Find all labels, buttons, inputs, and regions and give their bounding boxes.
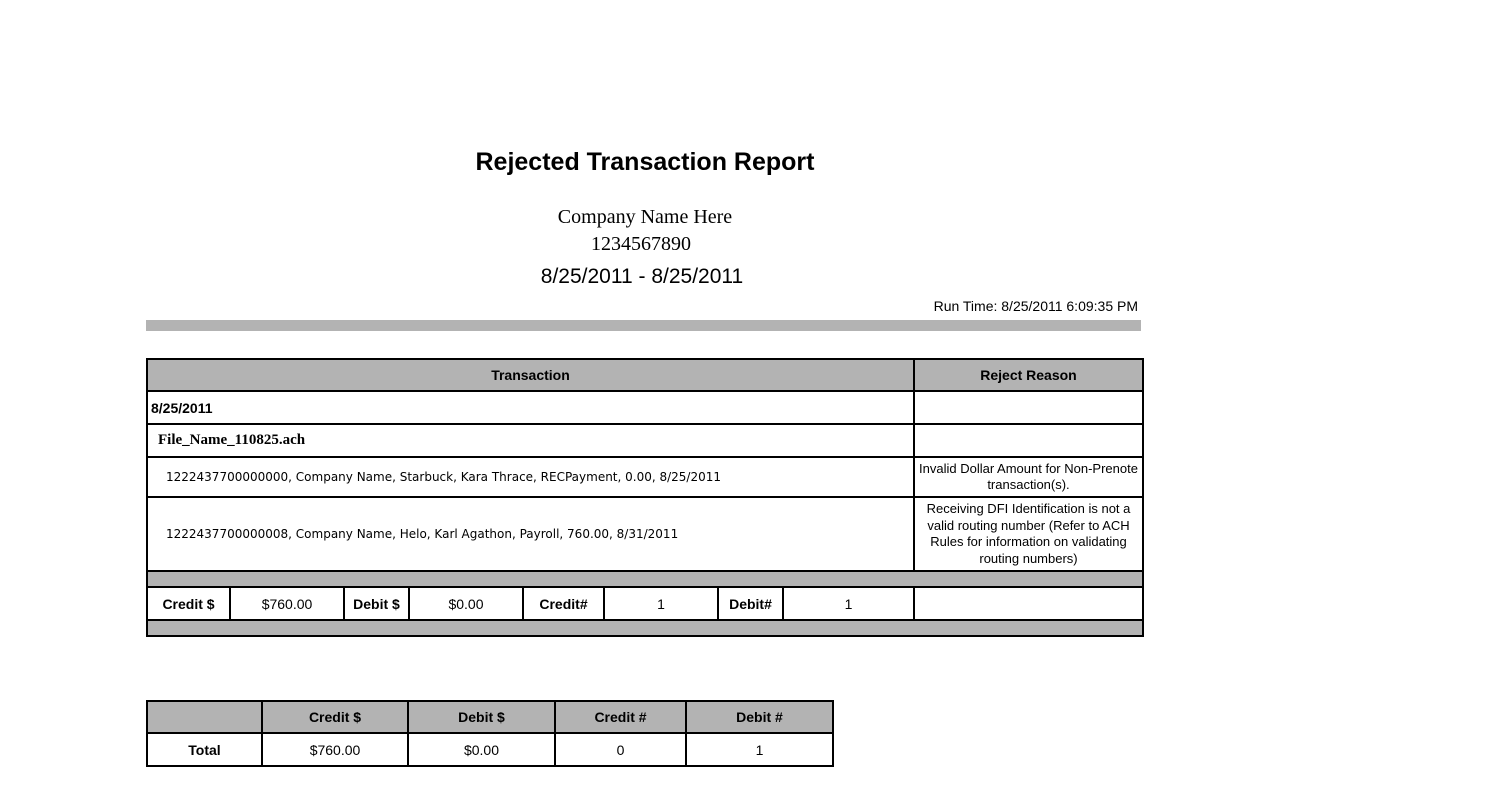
reject-reason-header: Reject Reason: [914, 359, 1143, 391]
debit-count-label: Debit#: [718, 588, 783, 619]
credit-count-value: 1: [604, 588, 718, 619]
date-range: 8/25/2011 - 8/25/2011: [540, 265, 744, 288]
file-name: File_Name_110825.ach: [147, 424, 914, 457]
subtotal-row: [147, 587, 1143, 620]
company-name: Company Name Here: [557, 206, 733, 228]
summary-total-row: [147, 733, 833, 766]
summary-table: [146, 700, 834, 767]
total-debit: $0.00: [408, 733, 555, 766]
table-row: [147, 497, 1143, 571]
summary-header-row: [147, 701, 833, 733]
total-credit: $760.00: [262, 733, 408, 766]
total-label: Total: [147, 733, 262, 766]
debit-count-value: 1: [844, 595, 853, 612]
summary-header-credit: Credit $: [262, 701, 408, 733]
rejected-transactions-table: [146, 358, 1144, 637]
debit-amount-label: Debit $: [344, 588, 409, 619]
date-row: [147, 391, 1143, 424]
summary-header-credit-count: Credit #: [555, 701, 686, 733]
summary-header-debit: Debit $: [408, 701, 555, 733]
header-divider: [146, 320, 1141, 331]
credit-amount-value: $760.00: [230, 588, 344, 619]
batch-date: 8/25/2011: [147, 391, 914, 424]
transaction-detail: 1222437700000008, Company Name, Helo, Karl Agathon, Payroll, 760.00, 8/31/2011: [147, 497, 914, 571]
total-debit-count: 1: [686, 733, 833, 766]
separator-row: [147, 620, 1143, 636]
table-row: [147, 457, 1143, 497]
separator-bar: [147, 571, 1143, 587]
reject-reason: Receiving DFI Identification is not a valid routing number (Refer to ACH Rules for information on validating routing numbers): [914, 497, 1143, 571]
run-time: Run Time: 8/25/2011 6:09:35 PM: [933, 298, 1138, 314]
transaction-header: Transaction: [147, 359, 914, 391]
subtotal-table: [148, 588, 913, 619]
debit-amount-value: $0.00: [409, 588, 523, 619]
subtotal-cell: [147, 587, 914, 620]
report-title: Rejected Transaction Report: [475, 148, 815, 176]
separator-row: [147, 571, 1143, 587]
empty-cell: [914, 587, 1143, 620]
summary-header-debit-count: Debit #: [686, 701, 833, 733]
transaction-detail: 1222437700000000, Company Name, Starbuck, Kara Thrace, RECPayment, 0.00, 8/25/2011: [147, 457, 914, 497]
credit-amount-label: Credit $: [148, 588, 230, 619]
company-id: 1234567890: [591, 233, 691, 255]
reject-reason: Invalid Dollar Amount for Non-Prenote transaction(s).: [914, 457, 1143, 497]
summary-header-blank: [147, 701, 262, 733]
credit-count-label: Credit#: [523, 588, 604, 619]
empty-cell: [914, 391, 1143, 424]
total-credit-count: 0: [555, 733, 686, 766]
table-header-row: [147, 359, 1143, 391]
empty-cell: [914, 424, 1143, 457]
file-row: [147, 424, 1143, 457]
separator-bar: [147, 620, 1143, 636]
